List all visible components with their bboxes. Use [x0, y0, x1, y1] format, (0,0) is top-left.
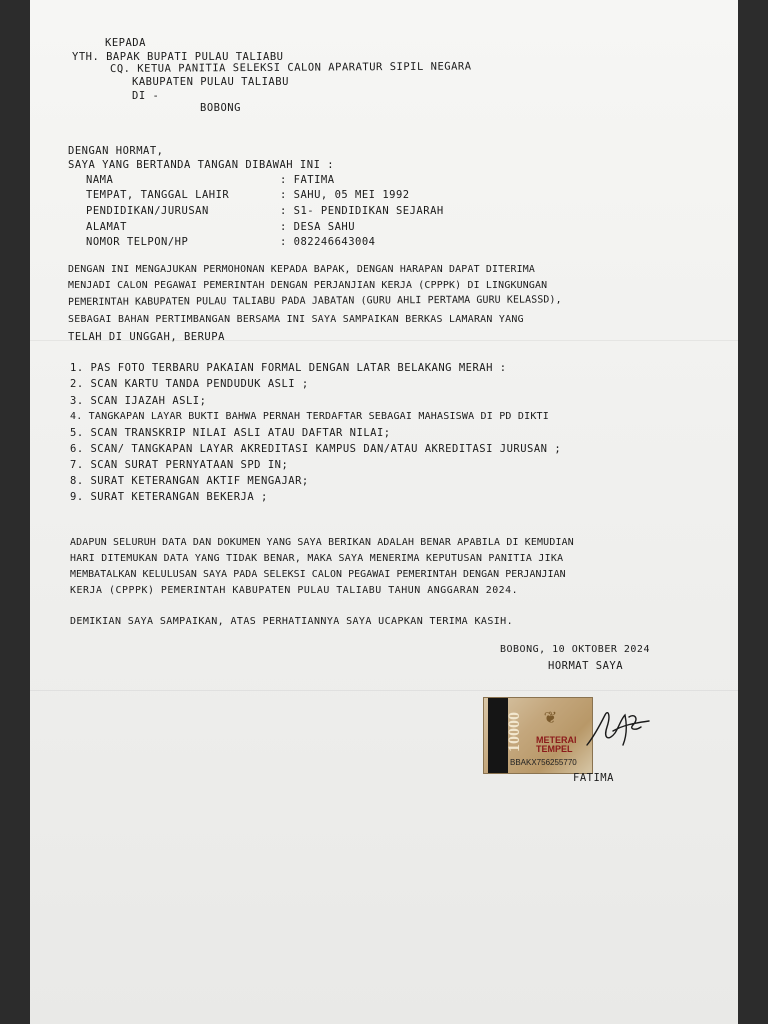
identity-value: : DESA SAHU — [280, 221, 356, 233]
addressee-to-label: KEPADA — [105, 37, 146, 49]
stamp-value: 10000 — [506, 712, 523, 752]
addressee-line-2: CQ. KETUA PANITIA SELEKSI CALON APARATUR SIPIL NEGARA — [109, 60, 472, 75]
closing-respect: HORMAT SAYA — [548, 660, 624, 672]
stamp-label-line-2: TEMPEL — [536, 744, 573, 754]
intro-line: SAYA YANG BERTANDA TANGAN DIBAWAH INI : — [68, 159, 335, 171]
duty-stamp — [483, 697, 593, 774]
stamp-label-line-1: METERAI — [536, 735, 577, 745]
list-item: 5. SCAN TRANSKRIP NILAI ASLI ATAU DAFTAR NILAI; — [70, 427, 391, 439]
paragraph-line: DENGAN INI MENGAJUKAN PERMOHONAN KEPADA BAPAK, DENGAN HARAPAN DAPAT DITERIMA — [68, 264, 536, 275]
addressee-line-1: YTH. BAPAK BUPATI PULAU TALIABU — [72, 51, 284, 63]
list-item: 9. SURAT KETERANGAN BEKERJA ; — [70, 491, 268, 503]
list-item: 1. PAS FOTO TERBARU PAKAIAN FORMAL DENGAN LATAR BELAKANG MERAH : — [70, 362, 507, 374]
identity-label: NOMOR TELPON/HP — [86, 236, 189, 248]
identity-label: NAMA — [86, 174, 114, 186]
stamp-barcode-strip — [488, 698, 508, 773]
list-item: 4. TANGKAPAN LAYAR BUKTI BAHWA PERNAH TERDAFTAR SEBAGAI MAHASISWA DI PD DIKTI — [70, 411, 549, 422]
salutation: DENGAN HORMAT, — [68, 145, 164, 157]
identity-value: : FATIMA — [280, 174, 335, 186]
list-item: 6. SCAN/ TANGKAPAN LAYAR AKREDITASI KAMPUS DAN/ATAU AKREDITASI JURUSAN ; — [70, 443, 562, 455]
paragraph-line: TELAH DI UNGGAH, BERUPA — [68, 331, 225, 343]
paper-crease — [30, 690, 738, 691]
list-item: 2. SCAN KARTU TANDA PENDUDUK ASLI ; — [70, 378, 309, 390]
list-item: 8. SURAT KETERANGAN AKTIF MENGAJAR; — [70, 475, 309, 487]
paragraph-line: ADAPUN SELURUH DATA DAN DOKUMEN YANG SAYA BERIKAN ADALAH BENAR APABILA DI KEMUDIAN — [70, 537, 574, 548]
identity-label: PENDIDIKAN/JURUSAN — [86, 205, 209, 217]
addressee-line-3: KABUPATEN PULAU TALIABU — [132, 76, 289, 88]
paragraph-line: SEBAGAI BAHAN PERTIMBANGAN BERSAMA INI SAYA SAMPAIKAN BERKAS LAMARAN YANG — [68, 314, 524, 325]
garuda-emblem-icon: ❦ — [544, 704, 557, 728]
paragraph-line: HARI DITEMUKAN DATA YANG TIDAK BENAR, MAKA SAYA MENERIMA KEPUTUSAN PANITIA JIKA — [70, 553, 564, 564]
paragraph-line: KERJA (CPPPK) PEMERINTAH KABUPATEN PULAU TALIABU TAHUN ANGGARAN 2024. — [70, 585, 519, 596]
identity-value: : SAHU, 05 MEI 1992 — [280, 189, 410, 201]
signer-name: FATIMA — [573, 772, 614, 784]
stamp-label — [536, 736, 577, 754]
paragraph-line: MEMBATALKAN KELULUSAN SAYA PADA SELEKSI CALON PEGAWAI PEMERINTAH DENGAN PERJANJIAN — [70, 569, 566, 580]
place-date: BOBONG, 10 OKTOBER 2024 — [500, 644, 650, 655]
paragraph-line: MENJADI CALON PEGAWAI PEMERINTAH DENGAN PERJANJIAN KERJA (CPPPK) DI LINGKUNGAN — [68, 280, 548, 291]
signature-icon — [583, 705, 653, 755]
stamp-serial: BBAKX756255770 — [510, 758, 577, 767]
identity-label: ALAMAT — [86, 221, 127, 233]
identity-value: : S1- PENDIDIKAN SEJARAH — [280, 205, 444, 217]
list-item: 7. SCAN SURAT PERNYATAAN SPD IN; — [70, 459, 289, 471]
letter-paper — [30, 0, 738, 1024]
addressee-line-5: BOBONG — [200, 102, 241, 114]
paragraph-line: PEMERINTAH KABUPATEN PULAU TALIABU PADA JABATAN (GURU AHLI PERTAMA GURU KELASSD), — [67, 294, 562, 308]
identity-value: : 082246643004 — [280, 236, 376, 248]
addressee-line-4: DI - — [132, 90, 160, 102]
list-item: 3. SCAN IJAZAH ASLI; — [70, 395, 207, 407]
thanks-line: DEMIKIAN SAYA SAMPAIKAN, ATAS PERHATIANNYA SAYA UCAPKAN TERIMA KASIH. — [70, 616, 514, 627]
identity-label: TEMPAT, TANGGAL LAHIR — [86, 189, 230, 201]
